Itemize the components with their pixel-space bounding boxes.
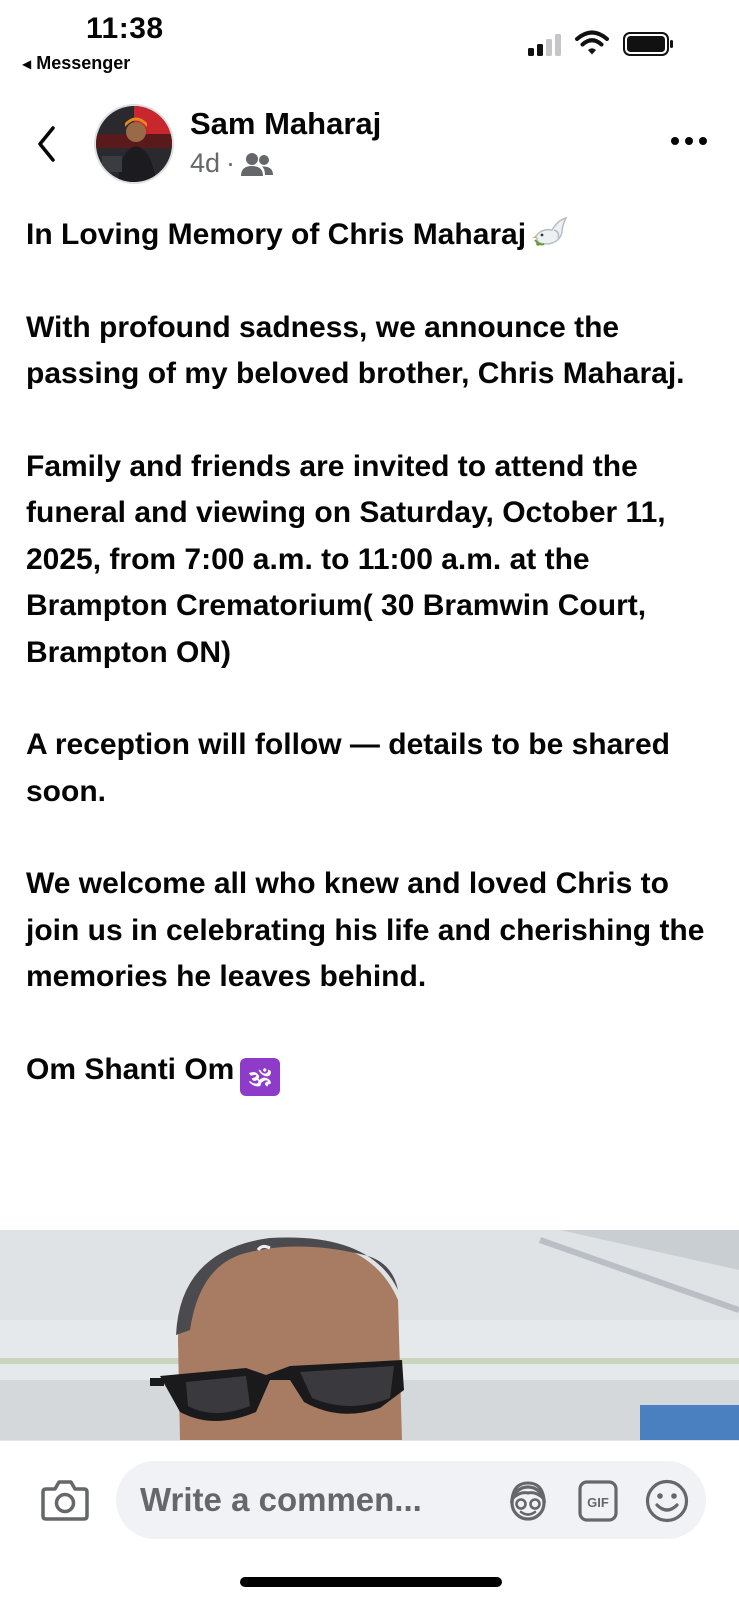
post-title [26, 212, 726, 259]
post-title-text: In Loving Memory of Chris Maharaj [26, 218, 527, 251]
back-app-label: Messenger [36, 53, 131, 73]
post-meta [190, 148, 273, 179]
post-body [26, 212, 726, 1096]
back-triangle-icon: ◀ [22, 56, 32, 71]
comment-input[interactable] [116, 1461, 706, 1539]
status-bar [0, 0, 739, 80]
gif-icon[interactable] [578, 1480, 618, 1522]
author-avatar[interactable] [94, 104, 174, 184]
comment-placeholder: Write a commen... [140, 1481, 422, 1518]
friends-icon[interactable] [241, 151, 273, 177]
comment-bar [0, 1440, 739, 1600]
status-icons [528, 30, 675, 56]
post-timestamp[interactable]: 4d [190, 148, 221, 178]
post-photo[interactable] [0, 1230, 739, 1440]
home-indicator [240, 1577, 502, 1587]
more-horizontal-icon[interactable] [669, 134, 709, 148]
meta-separator: · [226, 148, 236, 178]
post-closing-text: Om Shanti Om [26, 1052, 235, 1086]
gif-label: GIF [587, 1495, 609, 1510]
post-paragraph: Family and friends are invited to attend the funeral and viewing on Saturday, October 11, 2025, from 7:00 a.m. to 11:00 a.m. at the Brampton Crematorium( 30 Bramwin Court, Brampton ON) [26, 449, 666, 669]
battery-icon [623, 32, 675, 56]
avatar-sticker-icon[interactable] [506, 1479, 550, 1523]
chevron-left-icon[interactable] [32, 124, 62, 164]
signal-icon [528, 34, 561, 56]
dove-icon [532, 216, 568, 250]
back-to-messenger-link[interactable] [22, 53, 130, 74]
post-paragraph: A reception will follow — details to be shared soon. [26, 728, 670, 808]
author-name[interactable]: Sam Maharaj [190, 106, 382, 141]
wifi-icon [575, 30, 609, 56]
post-paragraph: We welcome all who knew and loved Chris to join us in celebrating his life and cherishing the memories he leaves behind. [26, 867, 705, 993]
post-header [0, 96, 739, 196]
post-paragraph: With profound sadness, we announce the passing of my beloved brother, Chris Maharaj. [26, 310, 685, 390]
camera-icon[interactable] [40, 1477, 90, 1523]
post-closing [26, 1047, 726, 1096]
om-symbol-icon: 🕉 [240, 1058, 280, 1096]
emoji-icon[interactable] [644, 1478, 690, 1524]
status-time: 11:38 [86, 12, 164, 45]
